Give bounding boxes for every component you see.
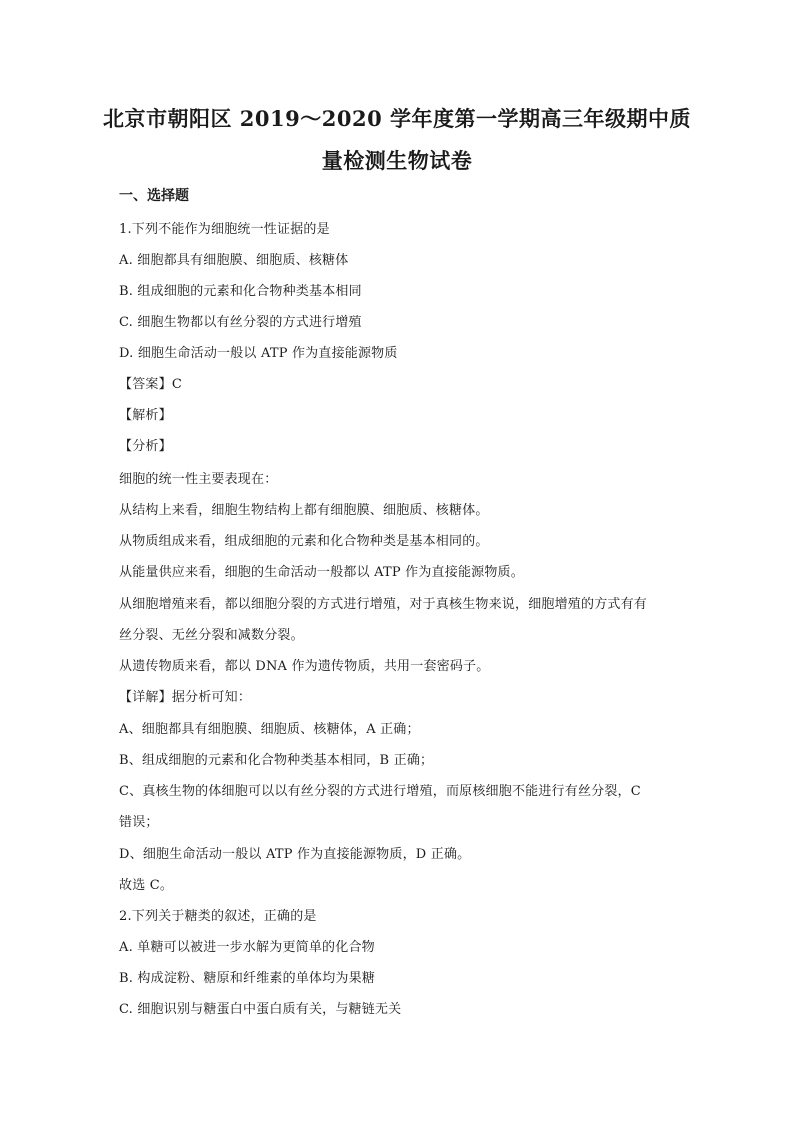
detail-tag: 【详解】: [119, 690, 172, 705]
answer-value: C: [171, 377, 182, 392]
exam-title-line-1: 北京市朝阳区 2019～2020 学年度第一学期高三年级期中质: [102, 106, 691, 131]
detail-line: 故选 C。: [119, 878, 174, 893]
detail-line: D、细胞生命活动一般以 ATP 作为直接能源物质，D 正确。: [119, 847, 471, 862]
detail-line: 错误；: [119, 815, 159, 830]
detail-intro: 据分析可知：: [171, 690, 252, 705]
question-1-option-a: A. 细胞都具有细胞膜、细胞质、核糖体: [119, 253, 349, 268]
section-heading: 一、选择题: [119, 188, 189, 204]
fenxi-line: 丝分裂、无丝分裂和减数分裂。: [119, 628, 304, 643]
fenxi-line: 从遗传物质来看，都以 DNA 作为遗传物质，共用一套密码子。: [119, 659, 490, 674]
question-1-option-b: B. 组成细胞的元素和化合物种类基本相同: [119, 284, 362, 299]
fenxi-line: 从物质组成来看，组成细胞的元素和化合物种类是基本相同的。: [119, 534, 489, 549]
question-1-option-d: D. 细胞生命活动一般以 ATP 作为直接能源物质: [119, 346, 398, 361]
fenxi-line: 从能量供应来看，细胞的生命活动一般都以 ATP 作为直接能源物质。: [119, 565, 524, 580]
exam-title-line-2: 量检测生物试卷: [321, 148, 473, 173]
detail-line: B、组成细胞的元素和化合物种类基本相同，B 正确；: [119, 753, 434, 768]
detail-line: A、细胞都具有细胞膜、细胞质、核糖体，A 正确；: [119, 722, 420, 737]
question-2-option-c: C. 细胞识别与糖蛋白中蛋白质有关，与糖链无关: [119, 1002, 402, 1017]
fenxi-tag: 【分析】: [119, 439, 172, 454]
fenxi-line: 细胞的统一性主要表现在：: [119, 472, 278, 487]
answer-line: [119, 373, 182, 392]
fenxi-line: 从结构上来看，细胞生物结构上都有细胞膜、细胞质、核糖体。: [119, 503, 489, 518]
analysis-tag: 【解析】: [119, 408, 172, 423]
question-2-option-a: A. 单糖可以被进一步水解为更简单的化合物: [119, 940, 375, 955]
detail-line: C、真核生物的体细胞可以以有丝分裂的方式进行增殖，而原核细胞不能进行有丝分裂，C: [119, 784, 641, 799]
question-2-option-b: B. 构成淀粉、糖原和纤维素的单体均为果糖: [119, 971, 376, 986]
fenxi-line: 从细胞增殖来看，都以细胞分裂的方式进行增殖，对于真核生物来说，细胞增殖的方式有有: [119, 597, 648, 612]
question-1-stem: 1.下列不能作为细胞统一性证据的是: [119, 222, 330, 237]
question-1-option-c: C. 细胞生物都以有丝分裂的方式进行增殖: [119, 315, 362, 330]
detail-intro-line: [119, 686, 251, 705]
question-2-stem: 2.下列关于糖类的叙述，正确的是: [119, 909, 317, 924]
answer-tag: 【答案】: [119, 377, 172, 392]
